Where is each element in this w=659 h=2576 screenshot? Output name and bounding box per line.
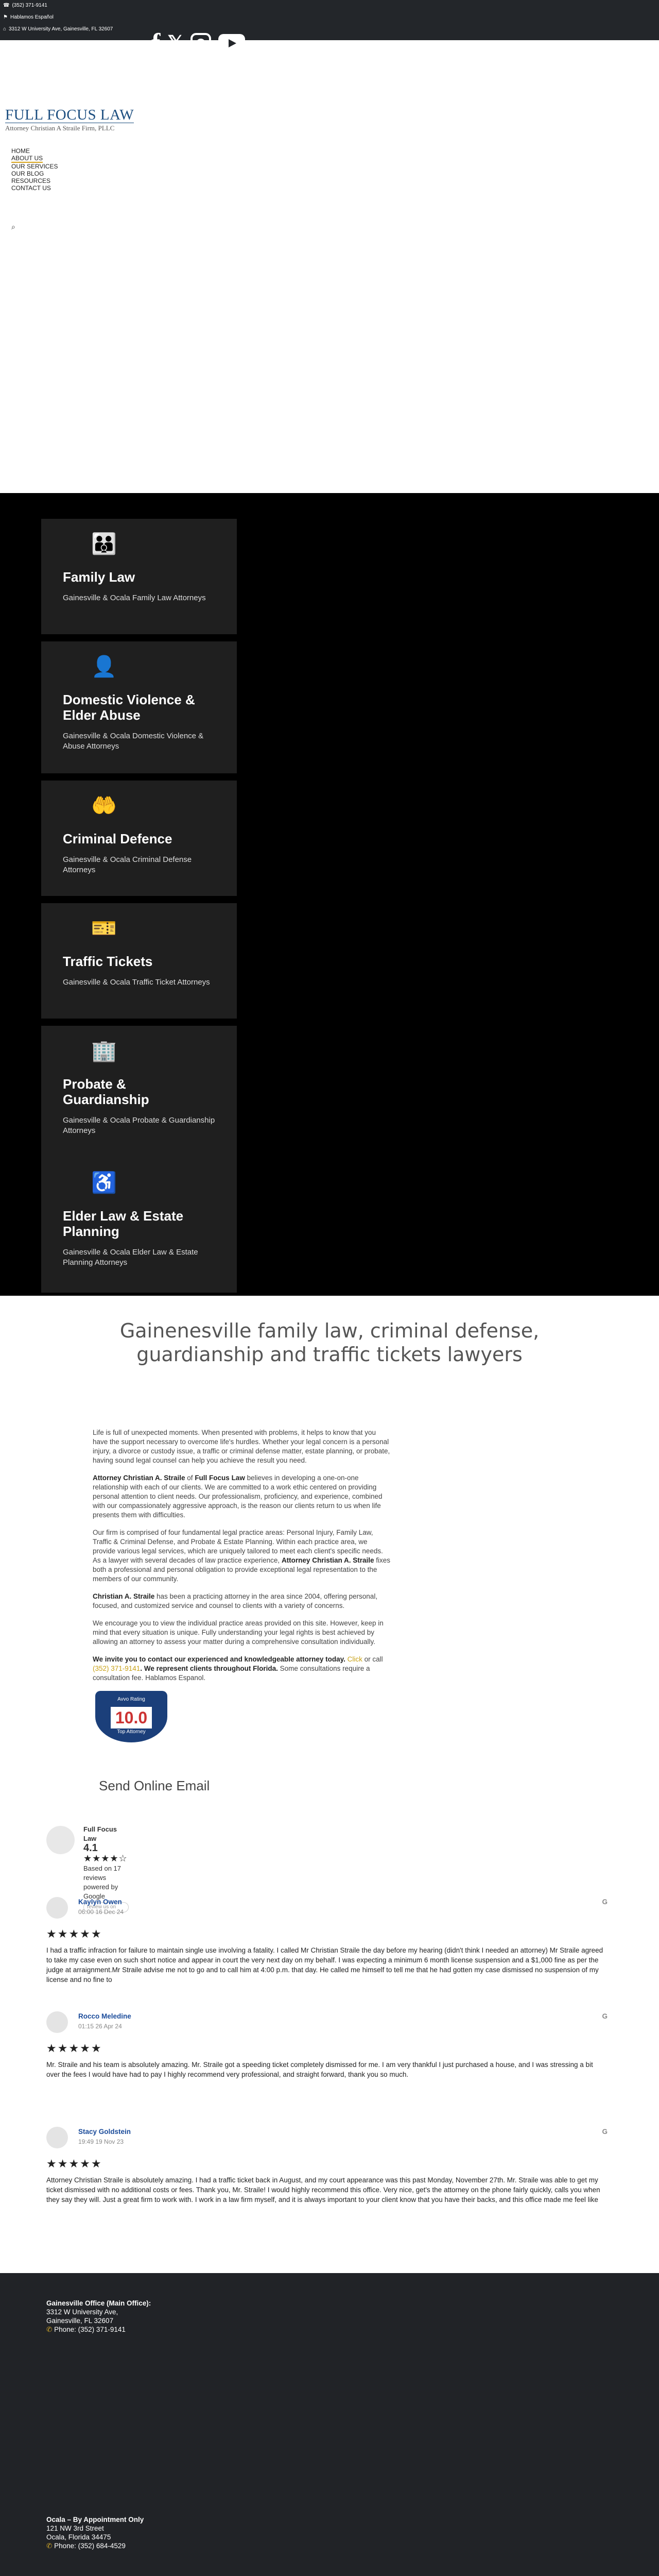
phone-icon: ✆ (46, 2325, 53, 2333)
intro-section (0, 1296, 659, 2273)
nav-our-blog[interactable]: OUR BLOG (11, 170, 44, 177)
service-title: Elder Law & Estate Planning (63, 1208, 184, 1239)
x-icon[interactable]: 𝕏 (167, 32, 183, 54)
badge-top: Avvo Rating (117, 1697, 145, 1702)
phone-icon: ✆ (46, 2541, 53, 2550)
office-heading: Ocala – By Appointment Only (46, 2515, 144, 2523)
reviewer-name[interactable]: Rocco Meledine (78, 2012, 131, 2020)
badge-label: Top Attorney (117, 1728, 146, 1735)
nav-about-us[interactable]: ABOUT US (11, 155, 43, 162)
reviewer-avatar (46, 1897, 68, 1919)
review-item (46, 2127, 608, 2240)
office-phone-text[interactable]: Phone: (352) 684-4529 (54, 2541, 126, 2550)
badge-score: 10.0 (111, 1707, 152, 1728)
phone-line[interactable] (3, 2, 47, 10)
avvo-badge[interactable] (93, 1691, 170, 1749)
office-phone[interactable] (46, 2541, 144, 2550)
family-icon: 👪 (91, 533, 117, 555)
phone-link[interactable]: (352) 371-9141 (93, 1665, 141, 1672)
reviewer-avatar (46, 2011, 68, 2033)
business-avatar (46, 1826, 75, 1854)
google-icon: G (602, 1897, 608, 1906)
office-address-1: 121 NW 3rd Street (46, 2524, 104, 2532)
domestic-violence-icon: 👤 (91, 655, 117, 678)
topbar-language: Hablamos Español (10, 14, 54, 20)
service-subtitle: Gainesville & Ocala Family Law Attorneys (63, 594, 206, 602)
intro-paragraph-6: We invite you to contact our experienced and knowledgeable attorney today. Click or call (352) 371-9141. We represent clients throughout Florida. Some consultations require a consultation fee. Hablamos Espanol. (93, 1655, 383, 1682)
powered-by-google: powered by Google (83, 1883, 118, 1900)
badge-shield (95, 1691, 167, 1742)
service-card-probate[interactable] (41, 1026, 237, 1158)
site-header (0, 40, 659, 231)
service-title: Criminal Defence (63, 831, 172, 846)
rating-stars: ★★★★☆ (83, 1853, 128, 1863)
intro-paragraph-3: Our firm is comprised of four fundamental legal practice areas: Personal Injury, Family Law, Traffic & Criminal Defense, and Probate & Estate Planning. Within each practice area, we provide various legal services, which are uniquely tailored to meet each client's specific needs. As a lawyer with several decades of law practice experience, Attorney Christian A. Straile fixes both a professional and personal obligation to provide exceptional legal representation to the members of our community. (93, 1529, 390, 1583)
review-stars: ★★★★★ (46, 2157, 102, 2170)
service-subtitle: Gainesville & Ocala Traffic Ticket Attorneys (63, 978, 210, 987)
service-subtitle: Gainesville & Ocala Elder Law & Estate Planning Attorneys (63, 1248, 198, 1267)
topbar-phone[interactable]: (352) 371-9141 (12, 3, 47, 8)
topbar-address[interactable]: 3312 W University Ave, Gainesville, FL 32607 (9, 26, 113, 32)
service-card-traffic-tickets[interactable] (41, 903, 237, 1019)
intro-paragraph-1: Life is full of unexpected moments. When presented with problems, it helps to know that you have the support necessary to overcome life's hurdles. Whether your legal concern is a personal injury, a divorce or custody issue, a traffic or criminal defense matter, estate planning, or probate, having sound legal counsel can help you achieve the result you need. (93, 1429, 390, 1464)
business-name: Full Focus Law (83, 1825, 117, 1842)
service-title: Probate & Guardianship (63, 1076, 149, 1107)
nav-home[interactable]: HOME (11, 147, 30, 155)
review-date: 01:15 26 Apr 24 (78, 2022, 122, 2030)
review-item (46, 2011, 608, 2114)
ocala-office (46, 2515, 144, 2550)
top-bar (0, 0, 659, 58)
intro-paragraph-2: Attorney Christian A. Straile of Full Focus Law believes in developing a one-on-one relationship with each of our clients. We are committed to a work ethic centered on providing personal attention to client needs. Our professionalism, proficiency, and experience, combined with our compassionately aggressive approach, is the reason our clients return to us when life presents them with difficulties. (93, 1474, 383, 1519)
service-title: Domestic Violence & Elder Abuse (63, 692, 195, 723)
nav-resources[interactable]: RESOURCES (11, 177, 51, 184)
flag-icon: ⚑ (3, 14, 8, 20)
click-link[interactable]: Click (347, 1655, 362, 1663)
service-title: Traffic Tickets (63, 954, 153, 969)
send-online-email-button[interactable]: Send Online Email (99, 1778, 210, 1793)
review-count: Based on 17 reviews (83, 1864, 122, 1882)
elder-law-icon: ♿ (91, 1172, 117, 1194)
site-footer (0, 2273, 659, 2576)
review-us-button[interactable]: review us on (83, 1902, 129, 1912)
nav-our-services[interactable]: OUR SERVICES (11, 163, 58, 170)
service-subtitle: Gainesville & Ocala Criminal Defense Attorneys (63, 855, 192, 874)
reviewer-name[interactable]: Kaylyn Owen (78, 1897, 122, 1906)
office-heading: Gainesville Office (Main Office): (46, 2299, 151, 2307)
review-stars: ★★★★★ (46, 1927, 102, 1940)
gainesville-office (46, 2299, 151, 2334)
nav-contact-us[interactable]: CONTACT US (11, 184, 51, 192)
reviewer-avatar (46, 2127, 68, 2148)
office-address-2: Gainesville, FL 32607 (46, 2316, 114, 2325)
review-text: Mr. Straile and his team is absolutely amazing. Mr. Straile got a speeding ticket completely dismissed for me. I am very thankful I just purchased a house, and I was stressing a bit over the fees I would have had to pay I highly recommend very professional, and straight forward, thank you so much. (46, 2060, 593, 2078)
office-address-1: 3312 W University Ave, (46, 2308, 118, 2316)
service-title: Family Law (63, 569, 135, 585)
reviews-widget (46, 1820, 613, 2273)
service-card-domestic-violence[interactable] (41, 641, 237, 773)
probate-icon: 🏢 (91, 1040, 117, 1062)
intro-paragraph-4: Christian A. Straile has been a practicing attorney in the area since 2004, offering personal, focused, and customized service and counsel to clients with a variety of concerns. (93, 1592, 378, 1609)
google-icon: G (602, 2012, 608, 2020)
rating-value: 4.1 (83, 1842, 98, 1854)
review-stars: ★★★★★ (46, 2041, 102, 2055)
review-date: 06:00 16 Dec 24 (78, 1908, 124, 1916)
search-icon[interactable]: ⌕ (11, 223, 15, 231)
language-line (3, 14, 54, 22)
facebook-icon[interactable]: f (151, 28, 161, 58)
service-card-family-law[interactable] (41, 519, 237, 634)
office-address-2: Ocala, Florida 34475 (46, 2533, 111, 2541)
address-line[interactable] (3, 26, 113, 33)
reviewer-name[interactable]: Stacy Goldstein (78, 2127, 131, 2136)
intro-body (93, 1428, 391, 1683)
service-card-elder-law[interactable] (41, 1158, 237, 1293)
logo[interactable] (5, 107, 134, 133)
criminal-defence-icon: 🤲 (91, 794, 117, 817)
logo-name: FULL FOCUS LAW (5, 107, 134, 123)
page-title: Gainenesville family law, criminal defense, guardianship and traffic tickets lawyers (119, 1319, 540, 1366)
review-item (46, 1897, 608, 2000)
main-nav (11, 147, 58, 192)
intro-paragraph-5: We encourage you to view the individual practice areas provided on this site. However, keep in mind that every situation is unique. Fully understanding your legal rights is best achieved by allowing an attorney to assess your matter during a comprehensive consultation individually. (93, 1619, 384, 1646)
traffic-ticket-icon: 🎫 (91, 917, 117, 940)
service-subtitle: Gainesville & Ocala Domestic Violence & Abuse Attorneys (63, 732, 204, 751)
review-text: I had a traffic infraction for failure to maintain single use involving a fatality. I called Mr Christian Straile the day before my hearing (didn't think I needed an attorney) Mr Straile agreed to take my case even on such short notice and appear in court the very next day on my behalf. I was expecting a minimum 6 month license suspension and a $1,000 fine as per the judge at arraignment.Mr Straile advise me not to go and to call him at 4:00 p.m. that day. He called me himself to tell me that he had gotten my case dismissed no suspension of my license and no fine to (46, 1946, 603, 1984)
review-date: 19:49 19 Nov 23 (78, 2138, 124, 2145)
review-text: Attorney Christian Straile is absolutely amazing. I had a traffic ticket back in August, and my court appearance was this past Monday, November 27th. Mr. Straile was able to get my ticket dismissed with no additional costs or fees. Thank you, Mr. Straile! I would highly recommend this office. Very nice, get's the attorney on the phone fairly quickly, calls you when they say they will. Just a great firm to work with. I work in a law firm myself, and it is always important to your client know that you have their backs, and this office made me feel like (46, 2176, 600, 2204)
google-icon: G (602, 2127, 608, 2136)
service-card-criminal-defence[interactable] (41, 781, 237, 896)
hero-area (0, 201, 659, 493)
location-icon: ⌂ (3, 26, 7, 32)
services-section (0, 493, 659, 1178)
service-subtitle: Gainesville & Ocala Probate & Guardianship Attorneys (63, 1116, 215, 1135)
office-phone-text[interactable]: Phone: (352) 371-9141 (54, 2325, 126, 2333)
phone-icon: ☎ (3, 3, 10, 8)
logo-tagline: Attorney Christian A Straile Firm, PLLC (5, 123, 134, 133)
office-phone[interactable] (46, 2325, 151, 2334)
